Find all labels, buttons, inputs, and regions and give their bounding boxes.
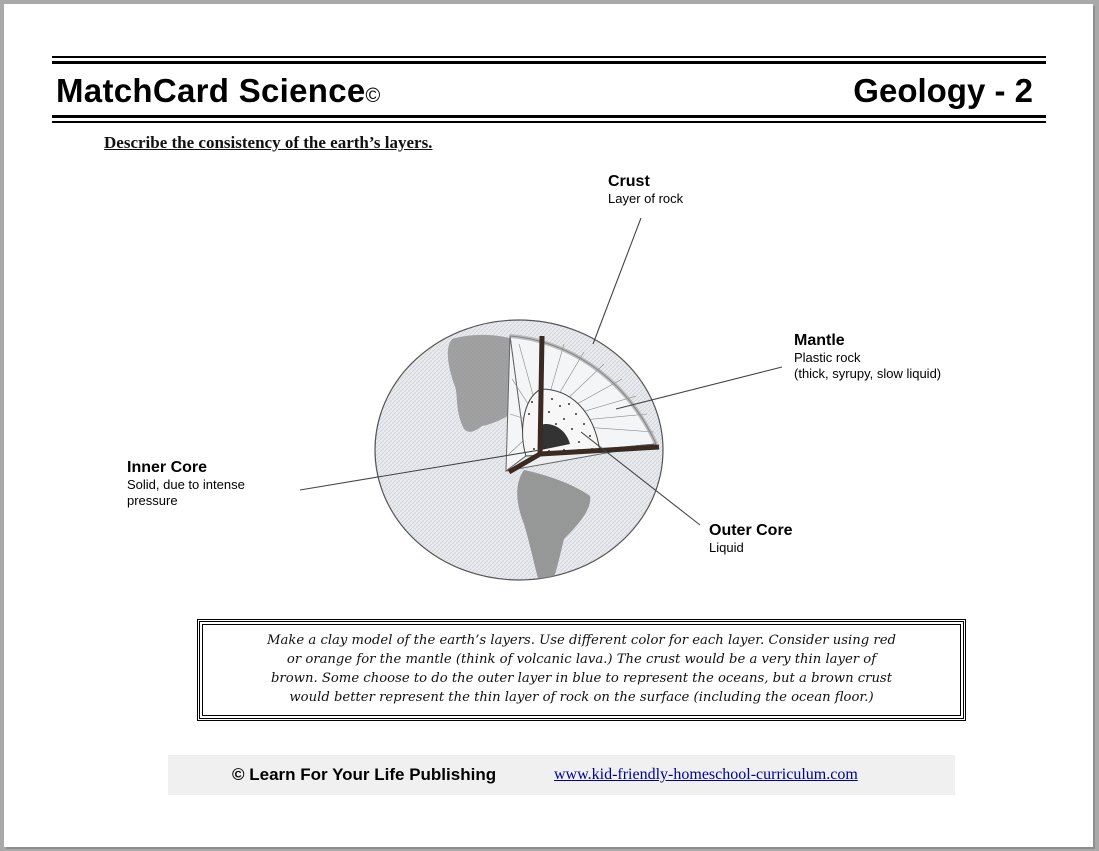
website-link[interactable]: www.kid-friendly-homeschool-curriculum.com bbox=[554, 766, 858, 783]
activity-note-text: Make a clay model of the earth’s layers. Use different color for each layer. Consider using red or orange for the mantle (think of volcanic lava.) The crust would be a very thin layer of brown. Some choose to do the outer layer in blue to represent the oceans, but a brown crust would better represent the thin layer of rock on the surface (including the ocean floor.) bbox=[202, 624, 961, 716]
worksheet-page bbox=[4, 4, 1093, 847]
label-outer-core bbox=[709, 521, 793, 556]
mantle-desc-1: Plastic rock bbox=[794, 350, 861, 365]
crust-leader-line bbox=[593, 218, 641, 344]
outer-core-title: Outer Core bbox=[709, 522, 793, 539]
publisher-name: © Learn For Your Life Publishing bbox=[232, 765, 497, 784]
crust-desc: Layer of rock bbox=[608, 191, 684, 206]
activity-note-box bbox=[197, 619, 966, 721]
question-prompt: Describe the consistency of the earth’s layers. bbox=[104, 133, 433, 152]
inner-core-desc-2: pressure bbox=[127, 493, 178, 508]
page-title: MatchCard Science© bbox=[56, 72, 381, 109]
subject-title: Geology - 2 bbox=[853, 72, 1033, 109]
footer-bar bbox=[168, 755, 955, 795]
inner-core-desc-1: Solid, due to intense bbox=[127, 477, 245, 492]
copyright-icon: © bbox=[365, 85, 381, 107]
mantle-title: Mantle bbox=[794, 332, 845, 349]
label-inner-core bbox=[127, 458, 245, 509]
mantle-desc-2: (thick, syrupy, slow liquid) bbox=[794, 366, 942, 381]
crust-title: Crust bbox=[608, 173, 650, 190]
inner-core-title: Inner Core bbox=[127, 459, 208, 476]
outer-core-desc: Liquid bbox=[709, 540, 744, 555]
label-mantle bbox=[794, 331, 941, 382]
label-crust bbox=[608, 172, 683, 207]
